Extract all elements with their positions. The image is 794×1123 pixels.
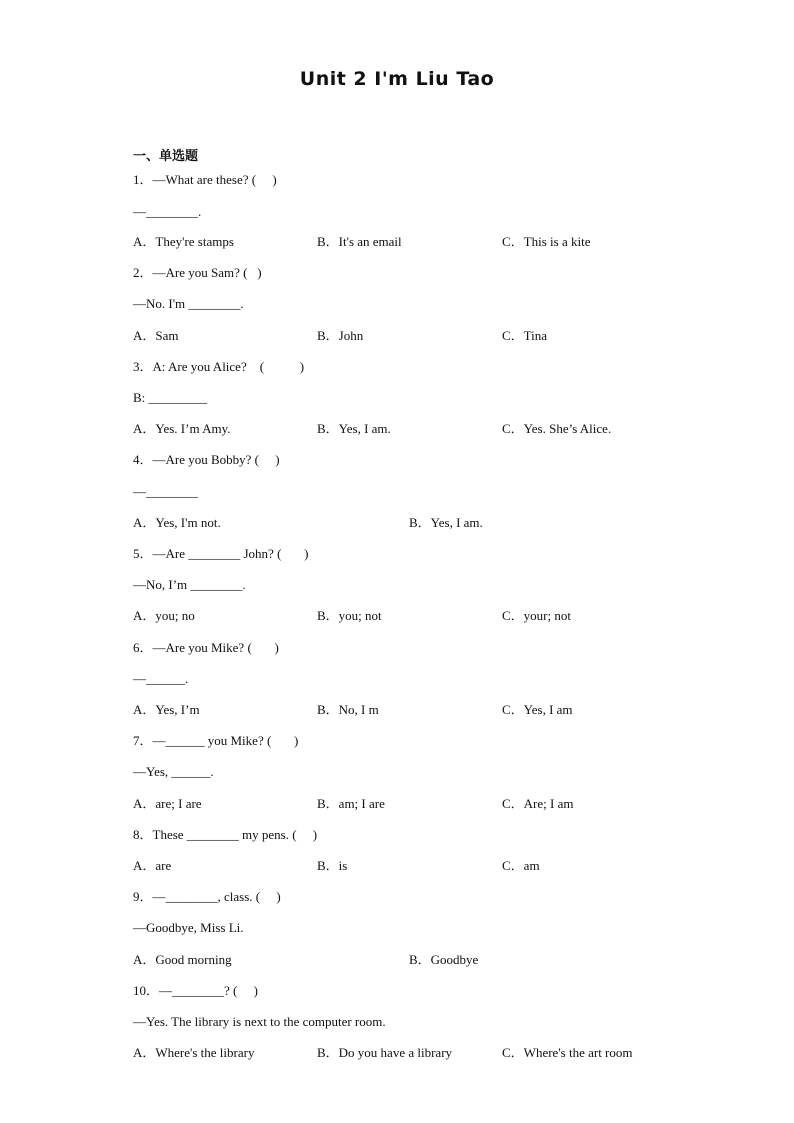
question-2-option-b: B．John xyxy=(317,328,364,343)
question-4-stem: 4．—Are you Bobby? ( ) xyxy=(133,452,280,467)
question-9-option-b: B．Goodbye xyxy=(409,952,479,967)
question-5-response: —No, I’m ________. xyxy=(133,577,246,592)
question-9-option-a: A．Good morning xyxy=(133,952,232,967)
question-5-option-a: A．you; no xyxy=(133,608,195,623)
page-title: Unit 2 I'm Liu Tao xyxy=(299,68,495,90)
question-3-stem: 3．A: Are you Alice? ( ) xyxy=(133,359,305,374)
question-8-option-c: C．am xyxy=(502,858,540,873)
question-6-option-b: B．No, I m xyxy=(317,702,379,717)
question-1-option-c: C．This is a kite xyxy=(502,234,591,249)
question-4-option-b: B．Yes, I am. xyxy=(409,515,483,530)
question-8-option-b: B．is xyxy=(317,858,348,873)
section-heading: 一、单选题 xyxy=(133,149,199,164)
question-2-stem: 2．—Are you Sam? ( ) xyxy=(133,265,262,280)
question-5-stem: 5．—Are ________ John? ( ) xyxy=(133,546,309,561)
question-7-stem: 7．—______ you Mike? ( ) xyxy=(133,733,299,748)
question-9-stem: 9．—________, class. ( ) xyxy=(133,889,281,904)
question-10-option-c: C．Where's the art room xyxy=(502,1045,633,1060)
question-7-response: —Yes, ______. xyxy=(133,764,214,779)
question-8-stem: 8．These ________ my pens. ( ) xyxy=(133,827,318,842)
question-1-option-a: A．They're stamps xyxy=(133,234,234,249)
question-7-option-a: A．are; I are xyxy=(133,796,202,811)
question-5-option-c: C．your; not xyxy=(502,608,571,623)
question-8-option-a: A．are xyxy=(133,858,172,873)
question-4-response: —________ xyxy=(133,484,198,499)
question-2-option-c: C．Tina xyxy=(502,328,548,343)
question-2-option-a: A．Sam xyxy=(133,328,179,343)
question-3-option-b: B．Yes, I am. xyxy=(317,421,391,436)
question-1-option-b: B．It's an email xyxy=(317,234,402,249)
question-10-stem: 10．—________? ( ) xyxy=(133,983,258,998)
question-10-response: —Yes. The library is next to the computer room. xyxy=(133,1014,386,1029)
question-6-option-c: C．Yes, I am xyxy=(502,702,573,717)
question-1-response: —________. xyxy=(133,204,202,219)
question-7-option-b: B．am; I are xyxy=(317,796,385,811)
question-1-stem: 1．—What are these? ( ) xyxy=(133,172,277,187)
question-5-option-b: B．you; not xyxy=(317,608,382,623)
question-10-option-b: B．Do you have a library xyxy=(317,1045,453,1060)
question-3-option-c: C．Yes. She’s Alice. xyxy=(502,421,612,436)
question-6-option-a: A．Yes, I’m xyxy=(133,702,200,717)
question-3-option-a: A．Yes. I’m Amy. xyxy=(133,421,231,436)
question-10-option-a: A．Where's the library xyxy=(133,1045,255,1060)
question-9-response: —Goodbye, Miss Li. xyxy=(133,920,244,935)
question-6-response: —______. xyxy=(133,671,189,686)
question-3-response: B: _________ xyxy=(133,390,208,405)
question-2-response: —No. I'm ________. xyxy=(133,296,244,311)
question-6-stem: 6．—Are you Mike? ( ) xyxy=(133,640,279,655)
question-7-option-c: C．Are; I am xyxy=(502,796,574,811)
question-4-option-a: A．Yes, I'm not. xyxy=(133,515,221,530)
